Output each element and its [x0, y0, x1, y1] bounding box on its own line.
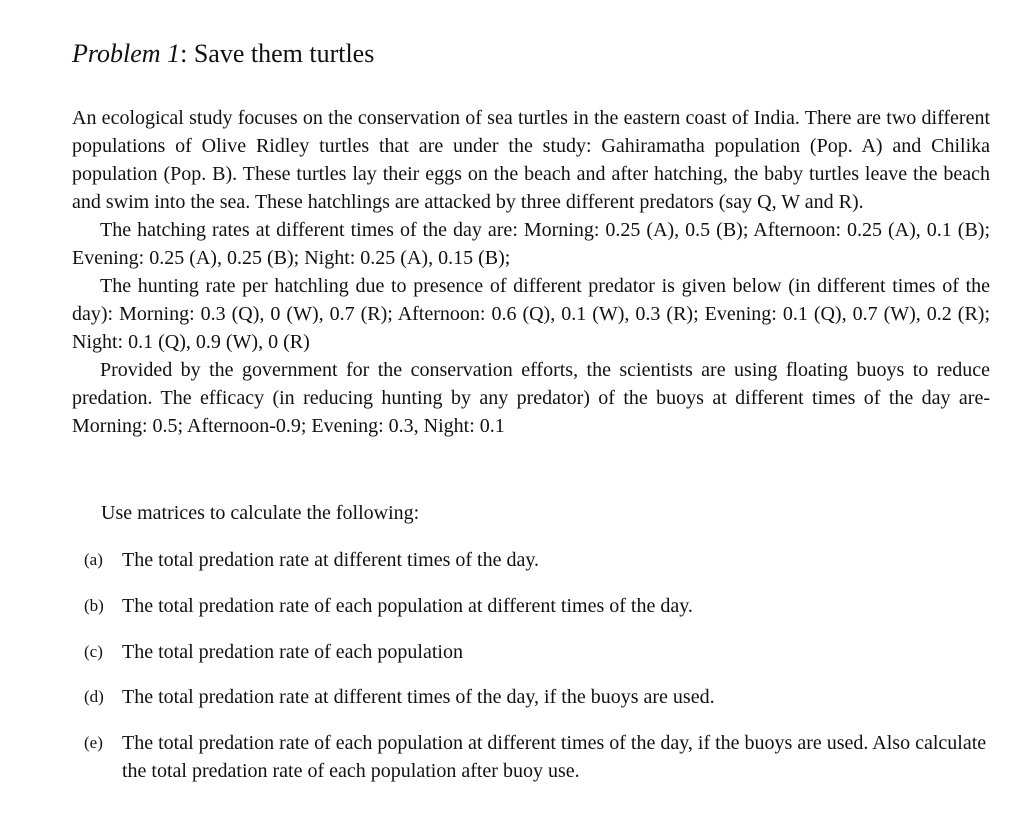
problem-label: Problem 1	[72, 39, 181, 68]
question-text: The total predation rate of each population at different times of the day.	[122, 595, 693, 617]
problem-statement	[72, 104, 990, 440]
question-label: (e)	[84, 733, 103, 752]
problem-title: Save them turtles	[193, 39, 375, 68]
question-label: (b)	[84, 596, 104, 615]
buoy-efficacy-paragraph: Provided by the government for the conservation efforts, the scientists are using floating buoys to reduce predation. The efficacy (in reducing hunting by any predator) of the buoys at different times of the day are- Morning: 0.5; Afternoon-0.9; Evening: 0.3, Night: 0.1	[72, 359, 990, 437]
question-label: (d)	[84, 687, 104, 706]
question-text: The total predation rate at different times of the day, if the buoys are used.	[122, 686, 715, 708]
problem-heading	[72, 38, 374, 70]
question-text: The total predation rate of each population	[122, 641, 463, 663]
question-label: (a)	[84, 550, 103, 569]
hatching-rates-paragraph: The hatching rates at different times of the day are: Morning: 0.25 (A), 0.5 (B); Afternoon: 0.25 (A), 0.1 (B); Evening: 0.25 (A), 0.25 (B); Night: 0.25 (A), 0.15 (B);	[72, 219, 990, 269]
hunting-rates-paragraph: The hunting rate per hatchling due to presence of different predator is given below (in different times of the day): Morning: 0.3 (Q), 0 (W), 0.7 (R); Afternoon: 0.6 (Q), 0.1 (W), 0.3 (R); Evening: 0.1 (Q), 0.7 (W), 0.2 (R); Night: 0.1 (Q), 0.9 (W), 0 (R)	[72, 275, 990, 353]
instruction-text: Use matrices to calculate the following:	[101, 502, 420, 524]
question-text: The total predation rate of each population at different times of the day, if the buoys are used. Also calculate the total predation rate of each population after buoy use.	[122, 732, 987, 782]
intro-paragraph: An ecological study focuses on the conservation of sea turtles in the eastern coast of India. There are two different populations of Olive Ridley turtles that are under the study: Gahiramatha population (Pop. A) and Chilika population (Pop. B). These turtles lay their eggs on the beach and after hatching, the baby turtles leave the beach and swim into the sea. These hatchlings are attacked by three different predators (say Q, W and R).	[72, 107, 990, 213]
problem-separator: :	[180, 39, 194, 68]
question-label: (c)	[84, 642, 103, 661]
question-text: The total predation rate at different times of the day.	[122, 549, 540, 571]
